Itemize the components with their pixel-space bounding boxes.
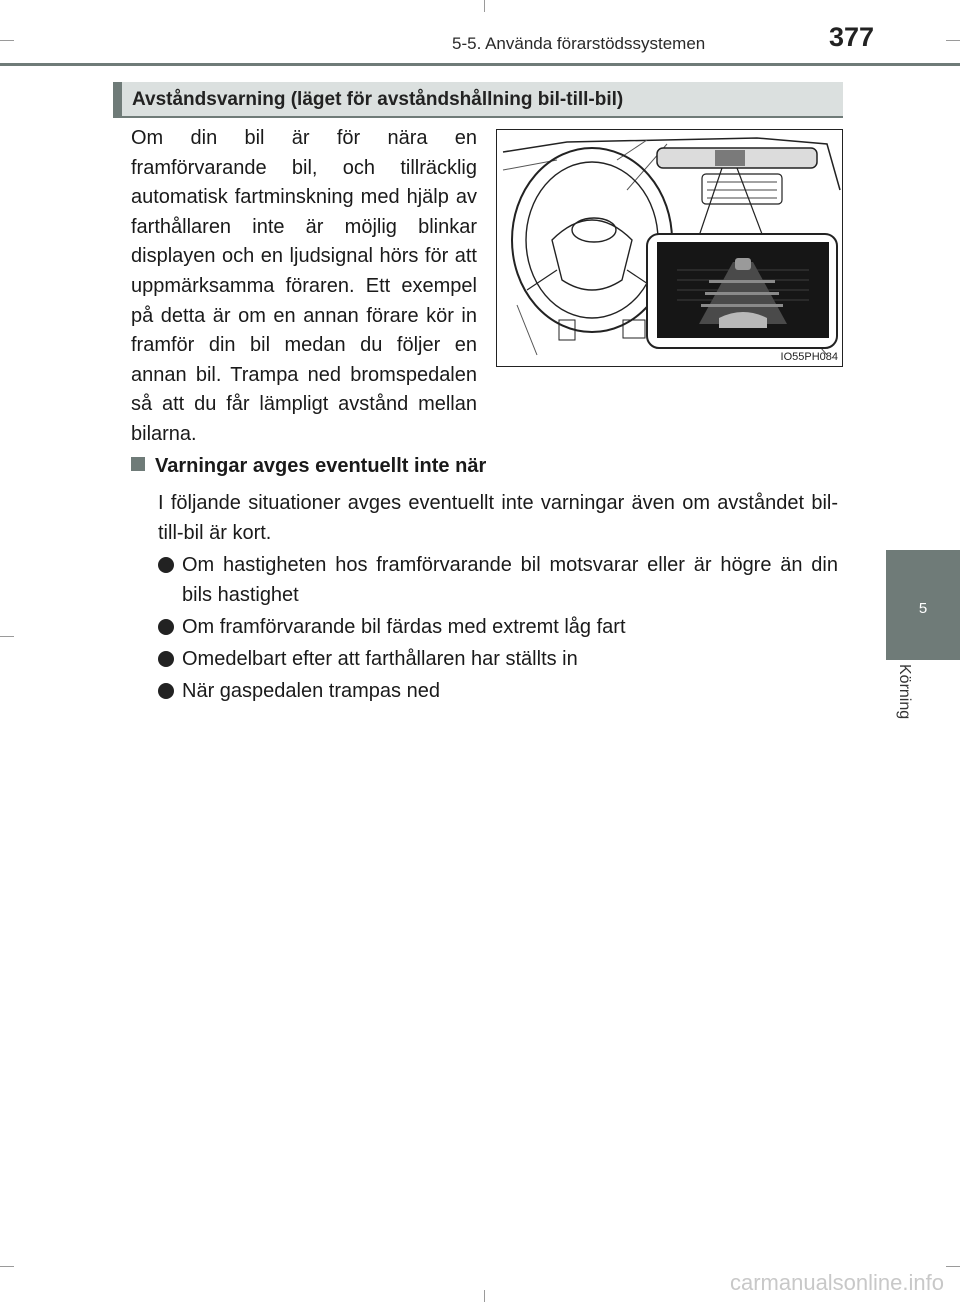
square-bullet-icon	[131, 457, 145, 471]
crop-mark	[946, 40, 960, 41]
page-number: 377	[829, 22, 875, 52]
dashboard-drawing	[497, 130, 841, 365]
crop-mark	[0, 636, 14, 637]
section-banner	[113, 82, 843, 118]
dashboard-illustration	[496, 129, 843, 367]
header-rule	[0, 63, 960, 66]
list-item-text: Omedelbart efter att farthållaren har ställts in	[182, 647, 578, 670]
list-item-text: När gaspedalen trampas ned	[182, 679, 440, 702]
figure-code: IO55PH084	[780, 351, 838, 363]
subsection-paragraph: I följande situationer avges eventuellt inte varningar även om avståndet bil-till-bil är kort.	[158, 492, 838, 544]
crop-mark	[0, 40, 14, 41]
bullet-dot-icon	[158, 619, 174, 635]
crop-mark	[0, 1266, 14, 1267]
list-item-text: Om hastigheten hos framförvarande bil motsvarar eller är högre än din bils hastighet	[182, 554, 838, 606]
chapter-number: 5	[918, 600, 928, 617]
bullet-dot-icon	[158, 683, 174, 699]
list-item	[158, 613, 838, 643]
crop-mark	[946, 1266, 960, 1267]
bullet-dot-icon	[158, 651, 174, 667]
subsection-heading	[131, 455, 486, 478]
crop-mark	[484, 1290, 485, 1302]
list-item	[158, 645, 838, 675]
crop-mark	[484, 0, 485, 12]
intro-paragraph: Om din bil är för nära en framförvarande bil, och tillräcklig automatisk fartminskning med hjälp av farthållaren inte är möjlig blinkar displayen och en ljudsignal hörs för att uppmärksamma föraren. Ett exempel på detta är om en annan förare kör in framför din bil medan du följer en annan bil. Trampa ned bromspedalen så att du får lämpligt avstånd mellan bilarna.	[131, 127, 477, 445]
list-item	[158, 551, 838, 610]
subsection-heading-text: Varningar avges eventuellt inte när	[155, 455, 487, 477]
list-item	[158, 677, 838, 707]
chapter-tab	[886, 550, 960, 660]
watermark: carmanualsonline.info	[729, 1270, 944, 1295]
banner-title: Avståndsvarning (läget för avståndshållning bil-till-bil)	[132, 89, 624, 110]
chapter-label: Körning	[896, 664, 913, 720]
bullet-dot-icon	[158, 557, 174, 573]
section-title: 5-5. Använda förarstödssystemen	[452, 34, 706, 53]
list-item-text: Om framförvarande bil färdas med extremt låg fart	[182, 615, 626, 638]
warning-conditions-list	[158, 551, 838, 709]
